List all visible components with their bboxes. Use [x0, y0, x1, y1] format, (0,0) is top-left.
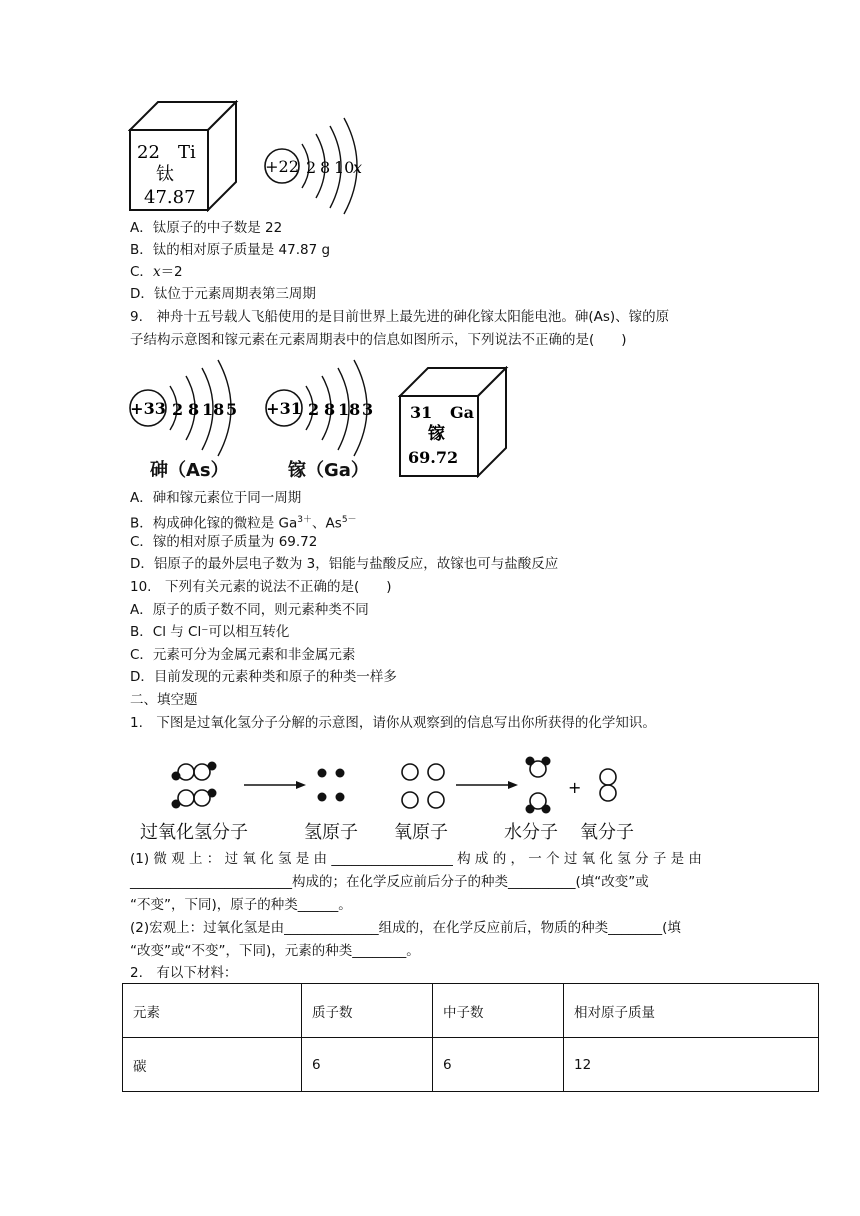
ga-shell-1: 2 [308, 400, 320, 419]
sub2-line1: (2)宏观上：过氧化氢是由______________组成的，在化学反应前后，物质的种类________(填 [130, 920, 681, 936]
ti-cube-name: 钛 [156, 164, 174, 185]
ga-cube-symbol: Ga [450, 403, 475, 422]
q10-stem: 10. 下列有关元素的说法不正确的是( ) [130, 579, 392, 595]
q8-d-letter: D． [130, 286, 154, 302]
q9-b-text: B．构成砷化镓的微粒是 Ga [130, 515, 298, 532]
as-nucleus: +33 [130, 399, 166, 418]
table-header-cell: 元素 [123, 984, 302, 1038]
q8-option-a [130, 218, 282, 238]
q10-option-b: B．Cl 与 Cl⁻可以相互转化 [130, 624, 290, 640]
sub1-line2: ________________________构成的；在化学反应前后分子的种类__________(填“改变”或 [130, 874, 649, 890]
q8-c-letter: C． [130, 264, 153, 280]
ga-atom-structure [264, 358, 384, 458]
ga-cube-name: 镓 [428, 424, 445, 444]
q8-a-text: 钛原子的中子数是 22 [152, 220, 283, 236]
q8-b-letter: B． [130, 242, 153, 258]
q8-option-d [130, 284, 316, 304]
q9-stem-line1: 9. 神舟十五号载人飞船使用的是目前世界上最先进的砷化镓太阳能电池。砷(As)、镓的原 [130, 309, 670, 325]
ti-nucleus: +22 [265, 157, 299, 176]
diagram-label-o2: 氧分子 [580, 822, 634, 843]
ga-shell-2: 8 [324, 400, 336, 419]
materials-table [122, 983, 819, 1092]
ga-cube-mass: 69.72 [408, 448, 459, 467]
q8-d-text: 钛位于元素周期表第三周期 [153, 286, 316, 302]
q8-option-b [130, 240, 330, 260]
ga-nucleus: +31 [266, 399, 302, 418]
ti-shell-4: x [353, 158, 363, 177]
diagram-label-h: 氢原子 [304, 822, 358, 843]
table-cell: 6 [433, 1038, 564, 1092]
table-header-cell: 相对原子质量 [564, 984, 819, 1038]
as-shell-2: 8 [188, 400, 200, 419]
ti-cube-number: 22 [137, 142, 160, 163]
q9-b-sup1: 3＋ [297, 515, 313, 525]
ti-cube-mass: 47.87 [144, 187, 196, 208]
table-header-cell: 质子数 [302, 984, 433, 1038]
q8-c-text: ＝2 [160, 264, 183, 280]
table-cell: 12 [564, 1038, 819, 1092]
ti-shell-1: 2 [306, 158, 317, 177]
section2-q2-stem: 2. 有以下材料： [130, 965, 238, 981]
q8-a-letter: A． [130, 220, 153, 236]
q9-stem-line2: 子结构示意图和镓元素在元素周期表中的信息如图所示，下列说法不正确的是( ) [130, 332, 627, 348]
diagram-label-h2o2: 过氧化氢分子 [140, 822, 248, 843]
ga-shell-3: 18 [338, 400, 361, 419]
q9-option-d: D．铝原子的最外层电子数为 3，铝能与盐酸反应，故镓也可与盐酸反应 [130, 556, 559, 572]
q8-c-var: x [152, 264, 161, 280]
q8-option-c [130, 262, 183, 282]
table-row [123, 1038, 819, 1092]
ti-periodic-cube [128, 100, 240, 212]
table-cell: 碳 [123, 1038, 302, 1092]
ga-shell-4: 3 [362, 400, 374, 419]
ti-atom-structure [258, 116, 378, 216]
diagram-label-water: 水分子 [504, 822, 558, 843]
as-label: 砷（As） [150, 460, 229, 481]
q9-option-b [130, 510, 357, 534]
table-header-cell: 中子数 [433, 984, 564, 1038]
diagram-plus: + [568, 778, 582, 797]
section2-title: 二、填空题 [130, 692, 198, 708]
table-header-row [123, 984, 819, 1038]
sub2-line2: “改变”或“不变”，下同)，元素的种类________。 [130, 943, 420, 959]
table-cell: 6 [302, 1038, 433, 1092]
q10-option-d: D．目前发现的元素种类和原子的种类一样多 [130, 669, 397, 685]
q9-b-sup2: 5－ [341, 515, 357, 525]
q10-option-c: C．元素可分为金属元素和非金属元素 [130, 647, 356, 663]
sub1-line1: (1) 微 观 上 ： 过 氧 化 氢 是 由 __________________ 构 成 的 ， 一 个 过 氧 化 氢 分 子 是 由 [130, 851, 702, 867]
sub1-line3: “不变”，下同)，原子的种类______。 [130, 897, 352, 913]
q10-option-a: A．原子的质子数不同，则元素种类不同 [130, 602, 369, 618]
diagram-label-o: 氧原子 [394, 822, 448, 843]
ga-cube-number: 31 [410, 403, 433, 422]
ti-shell-3: 10 [334, 158, 355, 177]
section2-q1-stem: 1. 下图是过氧化氢分子分解的示意图，请你从观察到的信息写出你所获得的化学知识。 [130, 715, 656, 731]
as-atom-structure [128, 358, 248, 458]
q9-b-mid: 、As [312, 515, 342, 532]
q9-option-c: C．镓的相对原子质量为 69.72 [130, 534, 318, 550]
as-shell-1: 2 [172, 400, 184, 419]
ti-shell-2: 8 [320, 158, 331, 177]
ga-periodic-cube [398, 366, 510, 478]
as-shell-4: 5 [226, 400, 238, 419]
q9-option-a: A．砷和镓元素位于同一周期 [130, 490, 302, 506]
as-shell-3: 18 [202, 400, 225, 419]
q8-b-text: 钛的相对原子质量是 47.87 g [152, 242, 331, 258]
ti-cube-symbol: Ti [178, 142, 196, 163]
ga-label: 镓（Ga） [288, 460, 369, 481]
h2o2-decomposition-diagram [140, 755, 660, 815]
